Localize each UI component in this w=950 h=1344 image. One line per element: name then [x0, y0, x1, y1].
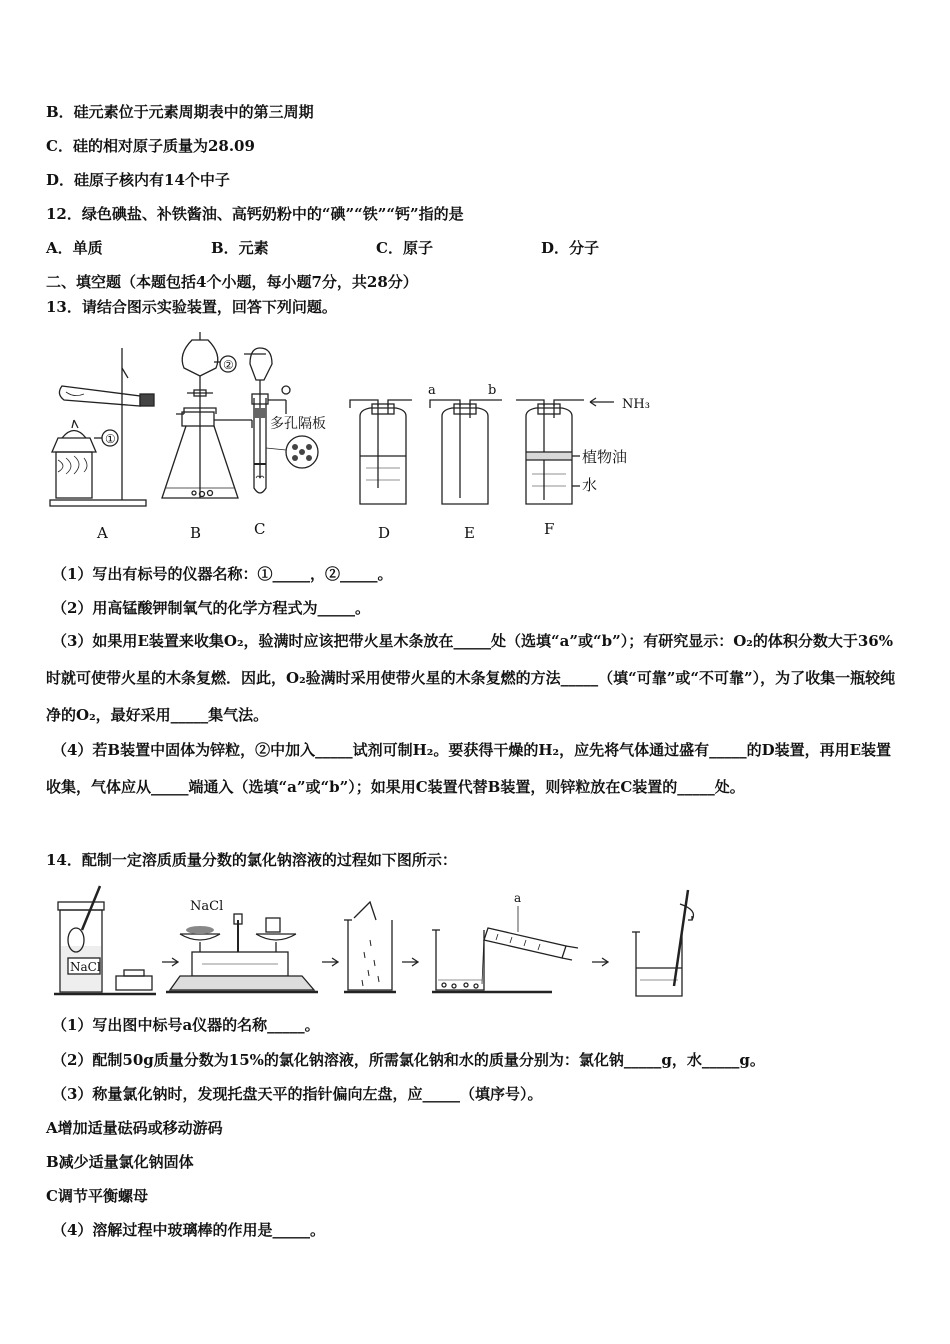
apparatus-a	[50, 348, 154, 506]
mark-1: ①	[105, 432, 116, 446]
fig-label-a: A	[97, 524, 108, 542]
port-a-label: a	[428, 383, 436, 398]
q14-part2: （2）配制50g质量分数为15%的氯化钠溶液，所需氯化钠和水的质量分别为：氯化钠_____g，水_____g。	[52, 1051, 765, 1069]
section-heading: 二、填空题（本题包括4个小题，每小题7分，共28分）	[46, 273, 418, 291]
q13-stem: 13．请结合图示实验装置，回答下列问题。	[46, 298, 337, 316]
port-b-label: b	[488, 383, 497, 398]
veg-oil-label: 植物油	[582, 448, 628, 466]
arrow-icon	[162, 958, 178, 966]
q14-option-c: C调节平衡螺母	[46, 1187, 148, 1205]
q12-option: A．单质	[46, 239, 103, 257]
apparatus-e	[428, 383, 502, 504]
fig-label-b: B	[190, 524, 202, 542]
water-label: 水	[582, 476, 598, 494]
q14-option-a: A增加适量砝码或移动游码	[46, 1119, 223, 1137]
q12-stem: 12．绿色碘盐、补铁酱油、高钙奶粉中的“碘”“铁”“钙”指的是	[46, 205, 464, 223]
arrow-icon	[402, 958, 418, 966]
fig-label-e: E	[464, 524, 475, 542]
porous-plate-label: 多孔隔板	[270, 416, 326, 432]
q14-part1: （1）写出图中标号a仪器的名称_____。	[52, 1016, 320, 1034]
arrow-icon	[592, 958, 608, 966]
q13-part4: （4）若B装置中固体为锌粒，②中加入_____试剂可制H₂。要获得干燥的H₂，应先将气体通过盛有_____的D装置，再用E装置收集，气体应从_____端通入（选填“a”或“b”）；如果用C装置代替B装置，则锌粒放在C装置的_____处。	[46, 741, 892, 796]
nh3-label: NH₃	[622, 397, 650, 412]
q12-option: D．分子	[541, 239, 600, 257]
q12-options	[46, 238, 599, 258]
q14-procedure-figure	[52, 880, 732, 1000]
apparatus-b	[162, 332, 252, 498]
q11-option-b: B．硅元素位于元素周期表中的第三周期	[46, 103, 314, 121]
apparatus-f	[516, 397, 650, 504]
q13-part1: （1）写出有标号的仪器名称：①_____，②_____。	[52, 565, 393, 583]
fig-label-f: F	[544, 520, 555, 538]
mark-a-label: a	[514, 891, 522, 905]
apparatus-c	[244, 348, 326, 493]
jar-nacl-label: NaCl	[70, 960, 101, 974]
q14-option-b: B减少适量氯化钠固体	[46, 1153, 194, 1171]
q12-option: B．元素	[211, 239, 269, 257]
stirring-beaker	[632, 890, 694, 996]
q12-option: C．原子	[376, 239, 433, 257]
q13-part3: （3）如果用E装置来收集O₂，验满时应该把带火星木条放在_____处（选填“a”或“b”）；有研究显示：O₂的体积分数大于36%时就可使带火星的木条复燃．因此，O₂验满时采用使带火星的木条复燃的方法_____（填“可靠”或“不可靠”），为了收集一瓶较纯净的O₂，最好采用_____集气法。	[46, 632, 896, 724]
q13-part2: （2）用高锰酸钾制氧气的化学方程式为_____。	[52, 599, 370, 617]
q14-part4: （4）溶解过程中玻璃棒的作用是_____。	[52, 1221, 325, 1239]
fig-label-d: D	[378, 524, 391, 542]
q11-option-d: D．硅原子核内有14个中子	[46, 171, 230, 189]
reagent-jar	[54, 886, 156, 994]
arrow-icon	[322, 958, 338, 966]
balance	[166, 899, 318, 992]
q14-stem: 14．配制一定溶质质量分数的氯化钠溶液的过程如下图所示：	[46, 851, 457, 869]
q13-apparatus-figure	[44, 328, 684, 546]
apparatus-d	[350, 400, 412, 504]
fig-label-c: C	[254, 520, 266, 538]
q11-option-c: C．硅的相对原子质量为28.09	[46, 137, 255, 155]
cylinder-beaker	[432, 891, 578, 992]
mark-2: ②	[223, 358, 234, 372]
balance-nacl-label: NaCl	[190, 899, 224, 914]
funnel-beaker	[344, 902, 396, 992]
q14-part3: （3）称量氯化钠时，发现托盘天平的指针偏向左盘，应_____（填序号）。	[52, 1085, 543, 1103]
